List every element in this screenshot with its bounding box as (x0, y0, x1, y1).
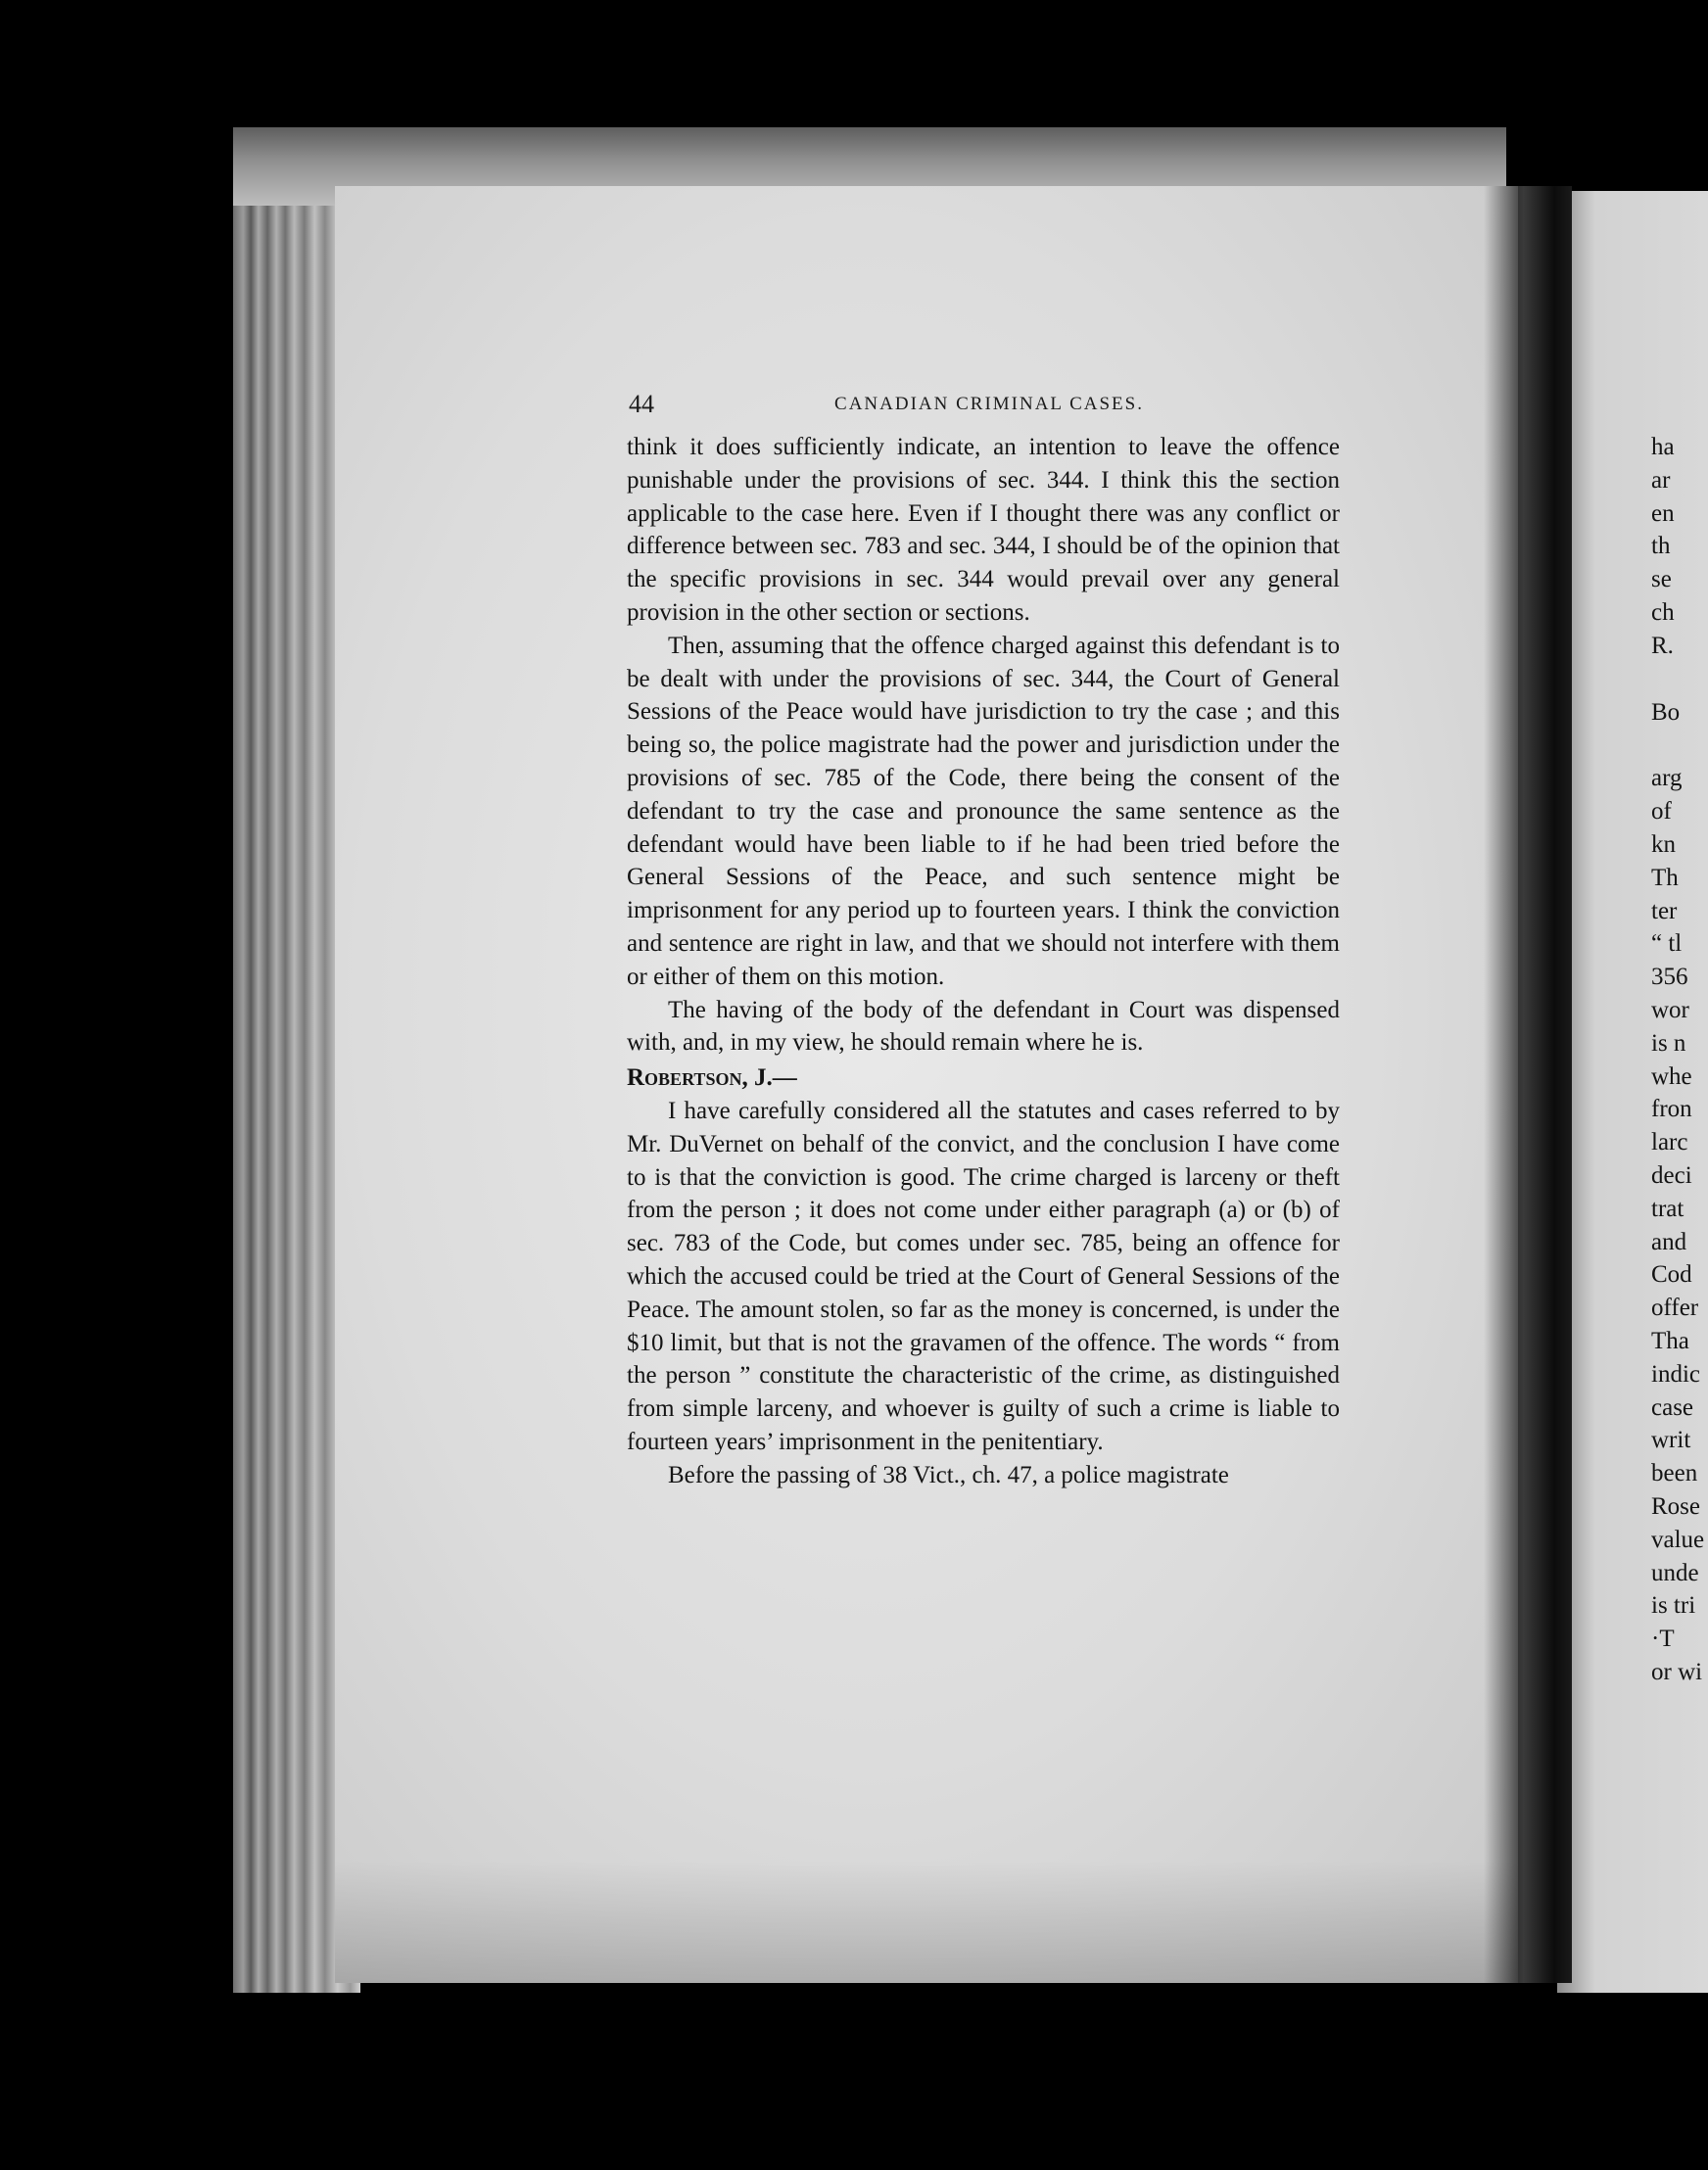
facing-page-fragment (1651, 663, 1708, 696)
facing-page-fragment: trat (1651, 1195, 1684, 1222)
paragraph-5: Before the passing of 38 Vict., ch. 47, a police magistrate (668, 1461, 1229, 1488)
facing-page-fragment: been (1651, 1460, 1698, 1487)
paragraph-2: Then, assuming that the offence charged against this defendant is to be dealt with under the provisions of sec. 344, the Court of General Sessions of the Peace would have jurisdiction to try the case ; and this being so, the police magistrate had the power and jurisdiction under the provisions of sec. 785 of the Code, there being the consent of the defendant to try the case and pronounce the same sentence as the defendant would have been liable to if he had been tried before the General Sessions of the Peace, and such sentence might be imprisonment for any period up to fourteen years. I think the conviction and sentence are right in law, and that we should not interfere with them or either of them on this motion. (627, 632, 1340, 990)
book-gutter (1484, 186, 1572, 1983)
facing-page-fragment: Th (1651, 864, 1679, 891)
facing-page-fragment: ha (1651, 434, 1675, 460)
running-head: CANADIAN CRIMINAL CASES. (834, 394, 1144, 414)
facing-page-fragment: case (1651, 1393, 1694, 1421)
facing-page-fragment: Tha (1651, 1327, 1689, 1354)
facing-page-fragment: indic (1651, 1360, 1700, 1388)
facing-page-fragment: deci (1651, 1161, 1692, 1189)
facing-page-fragment: arg (1651, 765, 1683, 792)
facing-page-fragment: ·T (1651, 1626, 1675, 1653)
facing-page-fragment: th (1651, 533, 1671, 560)
body-text (627, 431, 1340, 1492)
paragraph-4: I have carefully considered all the statutes and cases referred to by Mr. DuVernet on behalf of the convict, and the conclusion I have come to is that the conviction is good. The crime charged is larceny or theft from the person ; it does not come under either paragraph (a) or (b) of sec. 783 of the Code, but comes under sec. 785, being an offence for which the accused could be tried at the Court of General Sessions of the Peace. The amount stolen, so far as the money is concerned, is under the $10 limit, but that is not the gravamen of the offence. The words “ from the person ” constitute the characteristic of the crime, as distinguished from simple larceny, and whoever is guilty of such a crime is liable to fourteen years’ imprisonment in the penitentiary. (627, 1097, 1340, 1455)
facing-page-fragment: 356 (1651, 964, 1688, 991)
facing-page-fragment: R. (1651, 632, 1674, 659)
facing-page-fragment (1651, 729, 1708, 762)
facing-page-fragment: unde (1651, 1559, 1699, 1586)
facing-page-fragment: is n (1651, 1029, 1686, 1057)
facing-page-fragment: and (1651, 1228, 1687, 1255)
paragraph-1: think it does sufficiently indicate, an intention to leave the offence punishable under the provisions of sec. 344. I think this the section applicable to the case here. Even if I thought there was any conflict or difference between sec. 783 and sec. 344, I should be of the opinion that the specific provisions in sec. 344 would prevail over any general provision in the other section or sections. (627, 434, 1340, 626)
facing-page-fragment: Cod (1651, 1261, 1692, 1289)
facing-page-fragment: value (1651, 1526, 1705, 1553)
facing-page-fragment: of (1651, 798, 1672, 826)
facing-page-fragment: larc (1651, 1129, 1688, 1156)
facing-page-fragment: “ tl (1651, 930, 1683, 958)
facing-page-fragment: fron (1651, 1096, 1692, 1123)
facing-page-fragment: whe (1651, 1062, 1692, 1090)
page-number: 44 (629, 390, 654, 418)
paragraph-3: The having of the body of the defendant in Court was dispensed with, and, in my view, he should remain where he is. (627, 996, 1340, 1057)
facing-page-fragment: Rose (1651, 1492, 1700, 1520)
facing-page-fragment: or wi (1651, 1658, 1703, 1685)
page-shadow (335, 1861, 1518, 1983)
facing-page-fragment: offer (1651, 1295, 1699, 1322)
facing-page-fragment: Bo (1651, 698, 1681, 726)
facing-page-text (1651, 431, 1708, 1689)
facing-page-fragment: se (1651, 566, 1672, 593)
facing-page-fragment: is tri (1651, 1592, 1696, 1620)
facing-page-fragment: ar (1651, 466, 1671, 494)
facing-page-fragment: ch (1651, 598, 1675, 626)
facing-page-fragment: ter (1651, 897, 1678, 924)
facing-page-fragment: kn (1651, 830, 1676, 858)
facing-page-fragment: en (1651, 499, 1675, 527)
facing-page-fragment: wor (1651, 996, 1689, 1023)
facing-page-fragment: writ (1651, 1427, 1691, 1454)
judge-heading: Robertson, J.— (627, 1064, 797, 1092)
